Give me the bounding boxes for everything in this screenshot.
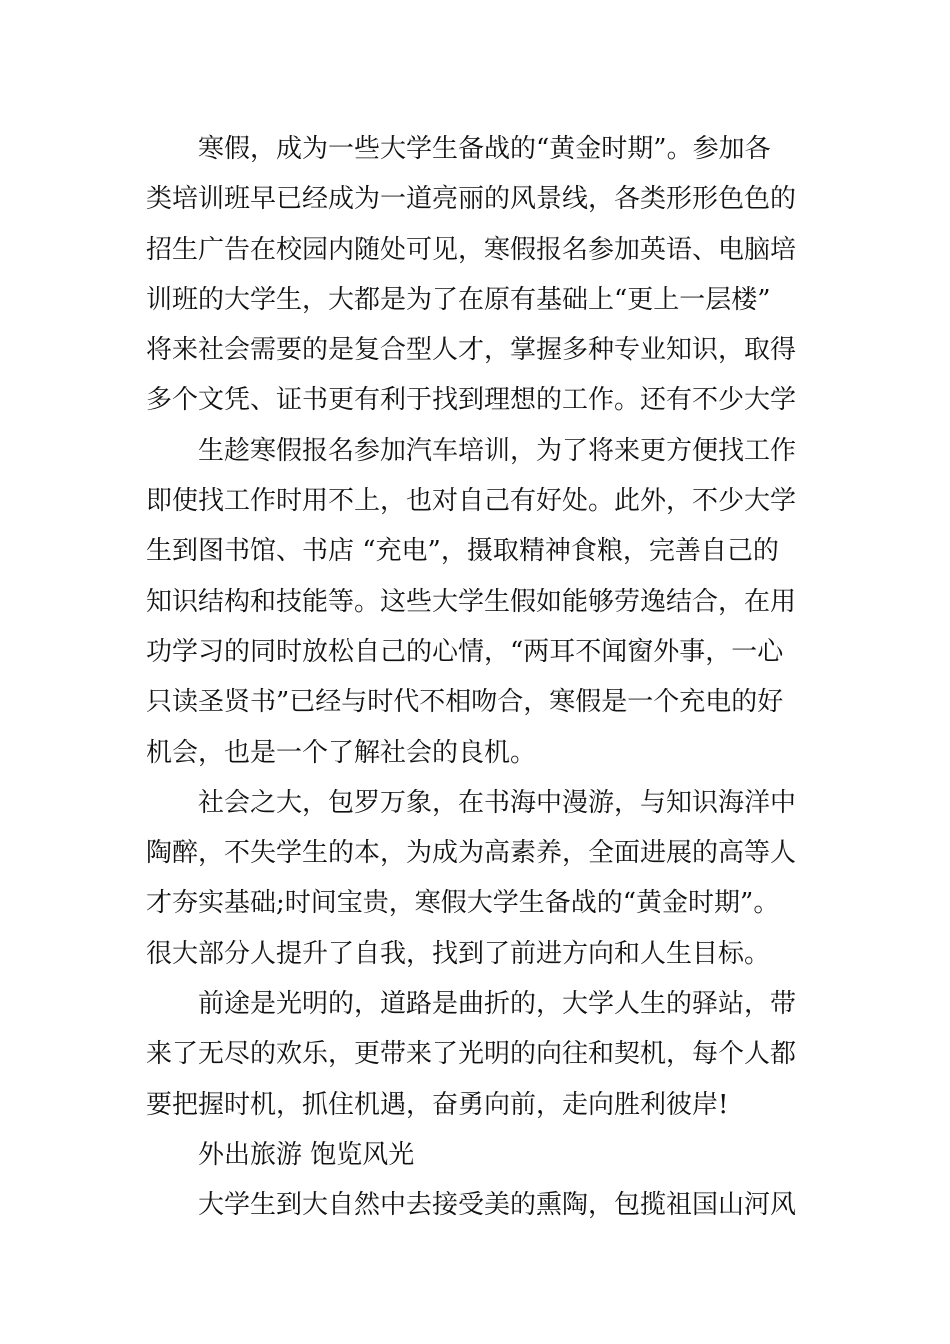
text-line: 外出旅游 饱览风光: [198, 1139, 415, 1170]
text-line: 知识结构和技能等。这些大学生假如能够劳逸结合，在用: [146, 586, 797, 617]
text-line: 将来社会需要的是复合型人才，掌握多种专业知识，取得: [146, 335, 797, 366]
text-line: 多个文凭、证书更有利于找到理想的工作。还有不少大学: [146, 385, 797, 416]
text-line: 社会之大，包罗万象，在书海中漫游，与知识海洋中: [198, 787, 797, 818]
text-line: 功学习的同时放松自己的心情，“两耳不闻窗外事，一心: [146, 636, 784, 667]
text-line: 生趁寒假报名参加汽车培训，为了将来更方便找工作: [198, 435, 797, 466]
text-line: 机会，也是一个了解社会的良机。: [146, 737, 537, 768]
text-line: 即使找工作时用不上，也对自己有好处。此外，不少大学: [146, 486, 797, 517]
text-line: 训班的大学生，大都是为了在原有基础上“更上一层楼”: [146, 284, 771, 315]
text-line: 只读圣贤书”已经与时代不相吻合，寒假是一个充电的好: [146, 687, 784, 718]
text-line: 陶醉，不失学生的本，为成为高素养，全面进展的高等人: [146, 838, 797, 869]
text-line: 很大部分人提升了自我，找到了前进方向和人生目标。: [146, 938, 771, 969]
text-line: 大学生到大自然中去接受美的熏陶，包揽祖国山河风: [198, 1190, 797, 1221]
text-line: 才夯实基础;时间宝贵，寒假大学生备战的“黄金时期”。: [146, 888, 780, 919]
body-text: [146, 124, 826, 1231]
text-line: 招生广告在校园内随处可见，寒假报名参加英语、电脑培: [146, 234, 797, 265]
text-line: 要把握时机，抓住机遇，奋勇向前，走向胜利彼岸!: [146, 1089, 729, 1120]
text-line: 生到图书馆、书店 “充电”，摄取精神食粮，完善自己的: [146, 536, 779, 567]
text-line: 寒假，成为一些大学生备战的“黄金时期”。参加各: [198, 134, 771, 164]
text-line: 前途是光明的，道路是曲折的，大学人生的驿站，带: [198, 989, 797, 1020]
text-line: 来了无尽的欢乐，更带来了光明的向往和契机，每个人都: [146, 1039, 797, 1070]
text-line: 类培训班早已经成为一道亮丽的风景线，各类形形色色的: [146, 184, 797, 215]
